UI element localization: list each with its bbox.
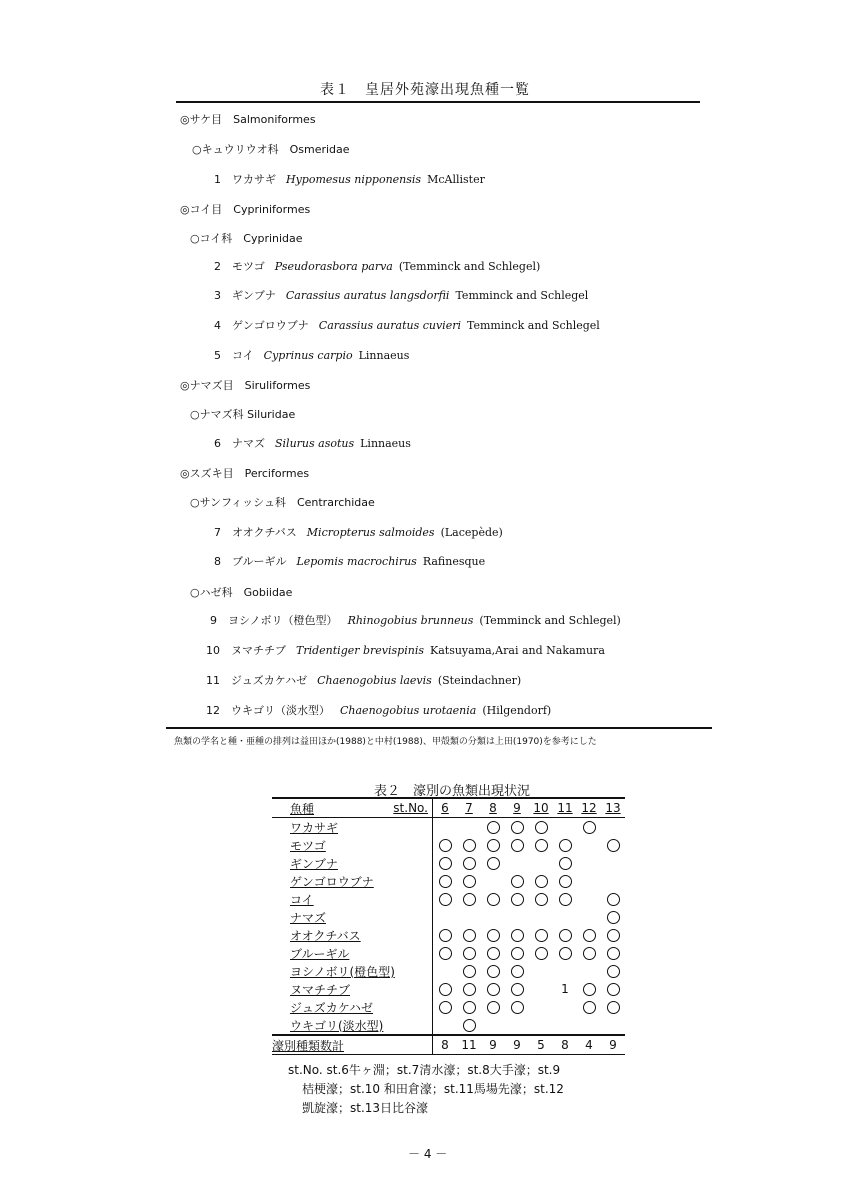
presence-circle-icon (439, 929, 452, 942)
presence-cell: 1 (561, 982, 569, 996)
table-row (272, 962, 625, 980)
presence-circle-icon (439, 983, 452, 996)
presence-cell (553, 944, 577, 962)
presence-cell (433, 962, 458, 980)
species-name: ゲンゴロウブナ (272, 872, 433, 890)
presence-cell (433, 926, 458, 944)
presence-cell (457, 962, 481, 980)
row-label: ○サンフィッシュ科 Centrarchidae (190, 496, 375, 509)
scientific-name: Tridentiger brevispinis (296, 644, 424, 657)
presence-circle-icon (607, 965, 620, 978)
species-name: ウキゴリ(淡水型) (272, 1016, 433, 1035)
author: McAllister (427, 173, 485, 186)
species-name: オオクチバス (272, 926, 433, 944)
presence-cell (457, 998, 481, 1016)
row-label: 12 ウキゴリ（淡水型） (206, 704, 330, 717)
presence-cell (553, 836, 577, 854)
presence-cell (457, 890, 481, 908)
presence-circle-icon (487, 947, 500, 960)
table1-title: 表１ 皇居外苑濠出現魚種一覧 (320, 82, 530, 98)
presence-circle-icon (511, 1001, 524, 1014)
presence-circle-icon (607, 893, 620, 906)
presence-circle-icon (487, 857, 500, 870)
presence-cell (481, 872, 505, 890)
presence-cell (481, 1016, 505, 1035)
scientific-name: Carassius auratus cuvieri (318, 319, 461, 332)
presence-cell (457, 926, 481, 944)
table1-row (214, 526, 503, 540)
table-row (272, 872, 625, 890)
table1-row (180, 113, 316, 127)
presence-circle-icon (463, 983, 476, 996)
row-label: 9 ヨシノボリ（橙色型） (210, 614, 338, 627)
table1-row (214, 260, 540, 274)
row-label: 8 ブルーギル (214, 555, 287, 568)
presence-cell (457, 944, 481, 962)
row-label: 3 ギンブナ (214, 289, 276, 302)
presence-circle-icon (487, 929, 500, 942)
total-value: 9 (601, 1035, 625, 1055)
author: Katsuyama,Arai and Nakamura (430, 644, 605, 657)
table1-row (214, 173, 485, 187)
table1-row (214, 349, 409, 363)
footnote-line: 凱旋濠；st.13日比谷濠 (302, 1101, 429, 1115)
presence-cell (505, 962, 529, 980)
presence-cell (577, 854, 601, 872)
presence-cell (433, 818, 458, 837)
species-name: ヌマチチブ (272, 980, 433, 998)
table1-row (206, 644, 605, 658)
totals-label: 濠別種類数計 (272, 1035, 433, 1055)
row-label: ◎サケ目 Salmoniformes (180, 113, 316, 126)
presence-cell (601, 1016, 625, 1035)
presence-cell (481, 908, 505, 926)
presence-cell (601, 854, 625, 872)
table1-row (190, 586, 292, 600)
table-row (272, 854, 625, 872)
total-value: 9 (481, 1035, 505, 1055)
species-name: ナマズ (272, 908, 433, 926)
table1-row (210, 614, 621, 628)
presence-circle-icon (583, 947, 596, 960)
header-station: st.No. (378, 798, 433, 818)
presence-circle-icon (511, 929, 524, 942)
station-header: 6 (433, 798, 458, 818)
presence-cell (601, 908, 625, 926)
presence-cell (433, 872, 458, 890)
table1-row (214, 555, 485, 569)
presence-circle-icon (535, 947, 548, 960)
presence-cell (601, 836, 625, 854)
totals-row (272, 1035, 625, 1055)
presence-cell (457, 980, 481, 998)
presence-cell (577, 926, 601, 944)
total-value: 5 (529, 1035, 553, 1055)
presence-cell (553, 1016, 577, 1035)
presence-cell (601, 962, 625, 980)
presence-cell (577, 998, 601, 1016)
table1-bottom-rule (166, 727, 712, 729)
presence-circle-icon (583, 1001, 596, 1014)
presence-circle-icon (463, 929, 476, 942)
presence-circle-icon (535, 893, 548, 906)
presence-circle-icon (607, 839, 620, 852)
presence-cell (481, 926, 505, 944)
author: (Lacepède) (440, 526, 503, 539)
presence-circle-icon (511, 821, 524, 834)
presence-circle-icon (439, 893, 452, 906)
presence-cell (601, 872, 625, 890)
presence-circle-icon (583, 929, 596, 942)
presence-cell (529, 890, 553, 908)
presence-cell (433, 998, 458, 1016)
presence-cell (433, 908, 458, 926)
presence-circle-icon (439, 875, 452, 888)
scientific-name: Silurus asotus (275, 437, 355, 450)
footnote-line: 桔梗濠；st.10 和田倉濠；st.11馬場先濠；st.12 (302, 1082, 564, 1096)
presence-circle-icon (463, 947, 476, 960)
table1-row (180, 379, 310, 393)
row-label: 11 ジュズカケハゼ (206, 674, 308, 687)
presence-circle-icon (511, 893, 524, 906)
row-label: ◎ナマズ目 Siruliformes (180, 379, 311, 392)
page-number: － 4 － (408, 1147, 448, 1161)
presence-cell (529, 836, 553, 854)
species-name: モツゴ (272, 836, 433, 854)
table-row (272, 998, 625, 1016)
scientific-name: Lepomis macrochirus (296, 555, 417, 568)
presence-cell (481, 836, 505, 854)
presence-cell (553, 926, 577, 944)
presence-cell (553, 908, 577, 926)
table2-title: 表２ 濠別の魚類出現状況 (374, 784, 531, 799)
row-label: 10 ヌマチチブ (206, 644, 286, 657)
presence-cell (529, 1016, 553, 1035)
presence-cell (577, 944, 601, 962)
presence-cell (433, 854, 458, 872)
presence-cell (553, 818, 577, 837)
total-value: 11 (457, 1035, 481, 1055)
table-row (272, 1016, 625, 1035)
table1-row (206, 674, 521, 688)
presence-cell (457, 1016, 481, 1035)
presence-circle-icon (559, 929, 572, 942)
table1-row (180, 203, 310, 217)
presence-cell (505, 890, 529, 908)
table1-top-rule (176, 101, 700, 103)
row-label: ◎コイ目 Cypriniformes (180, 203, 311, 216)
presence-circle-icon (487, 839, 500, 852)
station-header: 7 (457, 798, 481, 818)
presence-circle-icon (535, 875, 548, 888)
presence-cell (433, 1016, 458, 1035)
table1-row (214, 289, 588, 303)
presence-cell (601, 980, 625, 998)
table-row (272, 980, 625, 998)
presence-circle-icon (535, 929, 548, 942)
presence-circle-icon (559, 857, 572, 870)
table1-row (190, 232, 303, 246)
author: Rafinesque (422, 555, 486, 568)
presence-circle-icon (439, 947, 452, 960)
footnote-line: st.No. st.6牛ヶ淵；st.7清水濠；st.8大手濠；st.9 (288, 1063, 561, 1077)
presence-circle-icon (463, 965, 476, 978)
table-row (272, 908, 625, 926)
scientific-name: Pseudorasbora parva (274, 260, 393, 273)
table2 (272, 797, 625, 1055)
table1-row (214, 319, 600, 333)
row-label: ○キュウリウオ科 Osmeridae (192, 143, 350, 156)
presence-cell (505, 944, 529, 962)
presence-circle-icon (439, 857, 452, 870)
presence-cell (601, 998, 625, 1016)
presence-circle-icon (487, 965, 500, 978)
presence-cell (433, 944, 458, 962)
presence-cell (457, 836, 481, 854)
presence-circle-icon (535, 839, 548, 852)
total-value: 4 (577, 1035, 601, 1055)
station-header: 13 (601, 798, 625, 818)
presence-cell (481, 818, 505, 837)
presence-circle-icon (559, 839, 572, 852)
author: Temminck and Schlegel (455, 289, 589, 302)
row-label: 7 オオクチバス (214, 526, 297, 539)
scientific-name: Cyprinus carpio (263, 349, 353, 362)
presence-cell (553, 854, 577, 872)
presence-cell (481, 980, 505, 998)
row-label: 2 モツゴ (214, 260, 265, 273)
presence-cell (529, 818, 553, 837)
presence-circle-icon (463, 893, 476, 906)
presence-circle-icon (487, 1001, 500, 1014)
presence-cell (481, 854, 505, 872)
total-value: 8 (433, 1035, 458, 1055)
presence-circle-icon (487, 983, 500, 996)
presence-cell (529, 872, 553, 890)
presence-circle-icon (511, 965, 524, 978)
species-name: ジュズカケハゼ (272, 998, 433, 1016)
author: Linnaeus (360, 437, 411, 450)
presence-cell (577, 890, 601, 908)
table-row (272, 890, 625, 908)
table-row (272, 818, 625, 837)
species-name: ヨシノボリ(橙色型) (272, 962, 433, 980)
table1-row (190, 408, 295, 422)
species-name: ブルーギル (272, 944, 433, 962)
presence-cell (505, 872, 529, 890)
presence-circle-icon (511, 839, 524, 852)
author: Temminck and Schlegel (466, 319, 600, 332)
scientific-name: Chaenogobius laevis (317, 674, 432, 687)
station-header: 9 (505, 798, 529, 818)
presence-circle-icon (607, 911, 620, 924)
row-label: ○ナマズ科 Siluridae (190, 408, 296, 421)
presence-cell (577, 962, 601, 980)
presence-cell (553, 872, 577, 890)
presence-cell (529, 926, 553, 944)
presence-cell (505, 836, 529, 854)
presence-circle-icon (607, 947, 620, 960)
presence-circle-icon (535, 821, 548, 834)
presence-cell (505, 980, 529, 998)
presence-cell (529, 854, 553, 872)
table-row (272, 944, 625, 962)
scientific-name: Micropterus salmoides (306, 526, 435, 539)
presence-cell (553, 890, 577, 908)
presence-cell (481, 962, 505, 980)
species-name: コイ (272, 890, 433, 908)
row-label: ○コイ科 Cyprinidae (190, 232, 303, 245)
row-label: ○ハゼ科 Gobiidae (190, 586, 293, 599)
presence-cell (553, 998, 577, 1016)
table1-row (180, 467, 309, 481)
table1-row (190, 496, 375, 510)
presence-cell (481, 890, 505, 908)
station-header: 10 (529, 798, 553, 818)
presence-cell (505, 818, 529, 837)
presence-cell (433, 836, 458, 854)
header-species: 魚種 (272, 798, 378, 818)
presence-circle-icon (511, 947, 524, 960)
presence-circle-icon (511, 983, 524, 996)
author: Linnaeus (358, 349, 410, 362)
presence-cell (481, 998, 505, 1016)
row-label: 5 コイ (214, 349, 254, 362)
presence-cell (505, 1016, 529, 1035)
presence-cell (601, 890, 625, 908)
presence-circle-icon (559, 893, 572, 906)
scientific-name: Chaenogobius urotaenia (340, 704, 477, 717)
presence-cell (457, 872, 481, 890)
presence-cell (457, 818, 481, 837)
presence-circle-icon (607, 983, 620, 996)
scientific-name: Hypomesus nipponensis (286, 173, 422, 186)
presence-circle-icon (463, 875, 476, 888)
table1-row (192, 143, 350, 157)
station-header: 12 (577, 798, 601, 818)
presence-cell (577, 872, 601, 890)
presence-circle-icon (439, 839, 452, 852)
table1-row (214, 437, 411, 451)
presence-cell (553, 962, 577, 980)
scientific-name: Rhinogobius brunneus (347, 614, 474, 627)
table2-header-row (272, 798, 625, 818)
presence-circle-icon (463, 839, 476, 852)
presence-cell (481, 944, 505, 962)
presence-cell (529, 980, 553, 998)
presence-cell (529, 998, 553, 1016)
presence-cell (433, 980, 458, 998)
species-name: ワカサギ (272, 818, 433, 837)
presence-circle-icon (583, 983, 596, 996)
author: (Hilgendorf) (482, 704, 552, 717)
row-label: 1 ワカサギ (214, 173, 276, 186)
presence-cell (505, 926, 529, 944)
presence-cell (577, 818, 601, 837)
presence-cell (577, 980, 601, 998)
author: (Steindachner) (437, 674, 522, 687)
row-label: 4 ゲンゴロウブナ (214, 319, 309, 332)
presence-circle-icon (487, 821, 500, 834)
presence-circle-icon (463, 857, 476, 870)
presence-circle-icon (511, 875, 524, 888)
total-value: 8 (553, 1035, 577, 1055)
presence-cell (529, 944, 553, 962)
presence-cell (505, 908, 529, 926)
presence-circle-icon (487, 893, 500, 906)
presence-circle-icon (583, 821, 596, 834)
presence-cell (577, 908, 601, 926)
presence-cell (505, 998, 529, 1016)
scientific-name: Carassius auratus langsdorfii (285, 289, 450, 302)
presence-cell (433, 890, 458, 908)
presence-circle-icon (463, 1019, 476, 1032)
presence-cell (457, 854, 481, 872)
presence-circle-icon (559, 947, 572, 960)
presence-cell (601, 926, 625, 944)
presence-cell (457, 908, 481, 926)
table1-note: 魚類の学名と種・亜種の排列は益田ほか(1988)と中村(1988)、甲殻類の分類は上田(1970)を参考にした (174, 737, 597, 747)
table-row (272, 926, 625, 944)
row-label: ◎スズキ目 Perciformes (180, 467, 310, 480)
presence-circle-icon (607, 1001, 620, 1014)
row-label: 6 ナマズ (214, 437, 265, 450)
presence-cell (577, 836, 601, 854)
station-header: 8 (481, 798, 505, 818)
presence-cell (529, 908, 553, 926)
table1-row (206, 704, 551, 718)
presence-circle-icon (463, 1001, 476, 1014)
presence-cell (505, 854, 529, 872)
author: (Temminck and Schlegel) (479, 614, 621, 627)
presence-cell (601, 818, 625, 837)
presence-cell (577, 1016, 601, 1035)
presence-circle-icon (559, 875, 572, 888)
presence-cell (601, 944, 625, 962)
author: (Temminck and Schlegel) (398, 260, 541, 273)
presence-circle-icon (439, 1001, 452, 1014)
presence-circle-icon (607, 929, 620, 942)
station-header: 11 (553, 798, 577, 818)
table-row (272, 836, 625, 854)
total-value: 9 (505, 1035, 529, 1055)
presence-cell (529, 962, 553, 980)
species-name: ギンブナ (272, 854, 433, 872)
